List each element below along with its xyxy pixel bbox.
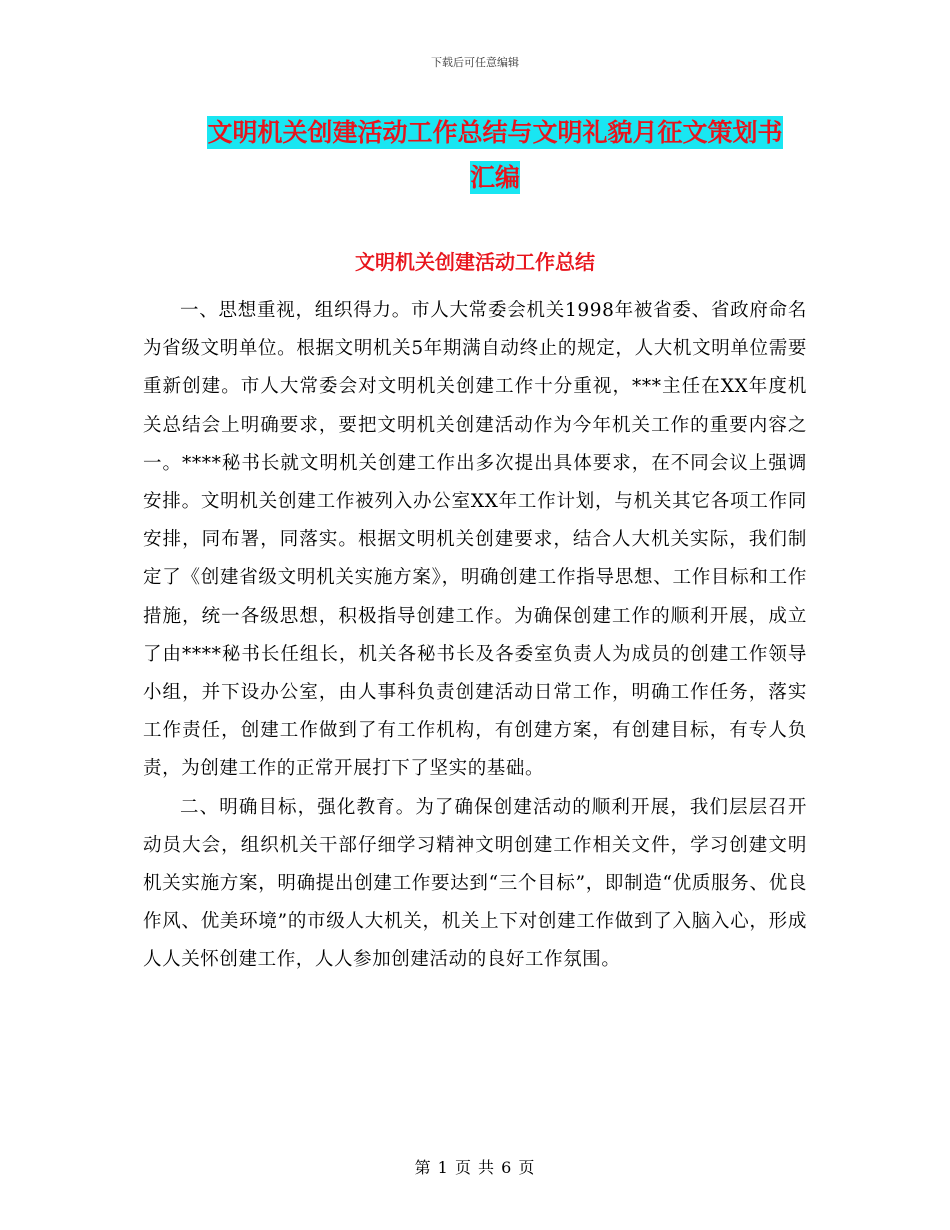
page-footer: 第 1 页 共 6 页 bbox=[414, 1158, 536, 1177]
paragraph-2: 二、明确目标，强化教育。为了确保创建活动的顺利开展，我们层层召开动员大会，组织机关干部仔细学习精神文明创建工作相关文件，学习创建文明机关实施方案，明确提出创建工作要达到“三个目标”，即制造“优质服务、优良作风、优美环境”的市级人大机关，机关上下对创建工作做到了入脑入心，形成人人关怀创建工作，人人参加创建活动的良好工作氛围。 bbox=[143, 796, 807, 971]
document-title bbox=[140, 110, 850, 200]
body-text bbox=[143, 292, 807, 980]
paragraph-1: 一、思想重视，组织得力。市人大常委会机关1998年被省委、省政府命名为省级文明单位。根据文明机关5年期满自动终止的规定，人大机文明单位需要重新创建。市人大常委会对文明机关创建工作十分重视，***主任在XX年度机关总结会上明确要求，要把文明机关创建活动作为今年机关工作的重要内容之一。****秘书长就文明机关创建工作出多次提出具体要求，在不同会议上强调安排。文明机关创建工作被列入办公室XX年工作计划，与机关其它各项工作同安排，同布署，同落实。根据文明机关创建要求，结合人大机关实际，我们制定了《创建省级文明机关实施方案》，明确创建工作指导思想、工作目标和工作措施，统一各级思想，积极指导创建工作。为确保创建工作的顺利开展，成立了由****秘书长任组长，机关各秘书长及各委室负责人为成员的创建工作领导小组，并下设办公室，由人事科负责创建活动日常工作，明确工作任务，落实工作责任，创建工作做到了有工作机构，有创建方案，有创建目标，有专人负责，为创建工作的正常开展打下了坚实的基础。 bbox=[143, 300, 807, 780]
document-title-line-1: 文明机关创建活动工作总结与文明礼貌月征文策划书 bbox=[207, 118, 783, 147]
section-title: 文明机关创建活动工作总结 bbox=[355, 250, 595, 274]
header-note: 下载后可任意编辑 bbox=[431, 56, 519, 69]
document-title-line-2: 汇编 bbox=[469, 163, 520, 192]
